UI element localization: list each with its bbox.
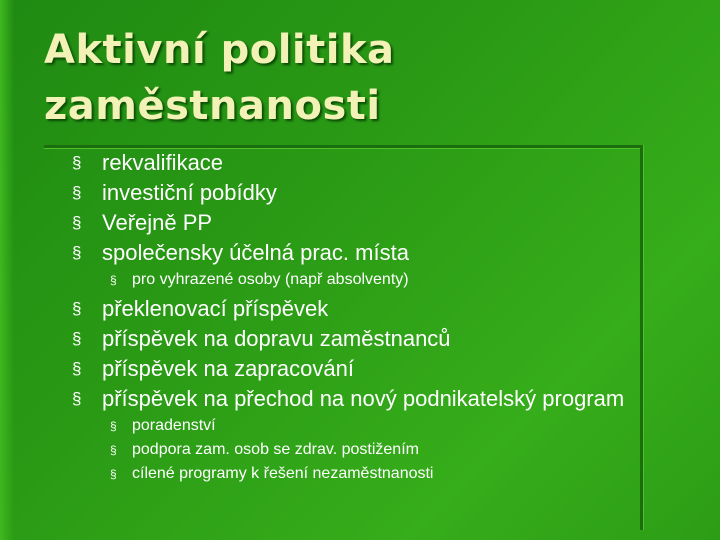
list-item [72,178,692,208]
list-item-text: příspěvek na přechod na nový podnikatelský program [102,386,625,411]
sub-list-item [110,438,692,462]
sub-bullet-icon: § [110,467,117,481]
list-item-text: příspěvek na dopravu zaměstnanců [102,326,451,351]
list-item-text: Veřejně PP [102,210,213,235]
list-item [72,384,692,414]
list-item-text: společensky účelná prac. místa [102,240,409,265]
sub-list-item [110,268,692,292]
sub-bullet-icon: § [110,419,117,433]
bullet-icon: § [72,299,82,318]
bullet-icon: § [72,389,82,408]
list-item-text: překlenovací příspěvek [102,296,329,321]
bullet-icon: § [72,213,82,232]
sub-list-item [110,462,692,486]
list-item [72,294,692,324]
sub-list-item [110,414,692,438]
bullet-icon: § [72,329,82,348]
sub-list-item-text: podpora zam. osob se zdrav. postižením [132,441,419,458]
title-line-2: zaměstnanosti [44,83,381,129]
list-item [72,354,692,384]
list-item [72,148,692,178]
sub-bullet-icon: § [110,443,117,457]
sub-list-item-text: cílené programy k řešení nezaměstnanosti [132,465,434,482]
sub-list-item-text: poradenství [132,417,216,434]
left-edge-glow [0,0,14,540]
title-line-1: Aktivní politika [44,27,395,73]
slide-title [44,22,684,134]
bullet-icon: § [72,243,82,262]
bullet-icon: § [72,359,82,378]
list-item [72,324,692,354]
bullet-list [72,148,692,486]
bullet-icon: § [72,183,82,202]
list-item-text: investiční pobídky [102,180,277,205]
sub-bullet-icon: § [110,273,117,287]
list-item-text: příspěvek na zapracování [102,356,354,381]
list-item [72,238,692,268]
list-item [72,208,692,238]
sub-list-item-text: pro vyhrazené osoby (např absolventy) [132,271,409,288]
bullet-icon: § [72,153,82,172]
list-item-text: rekvalifikace [102,150,224,175]
